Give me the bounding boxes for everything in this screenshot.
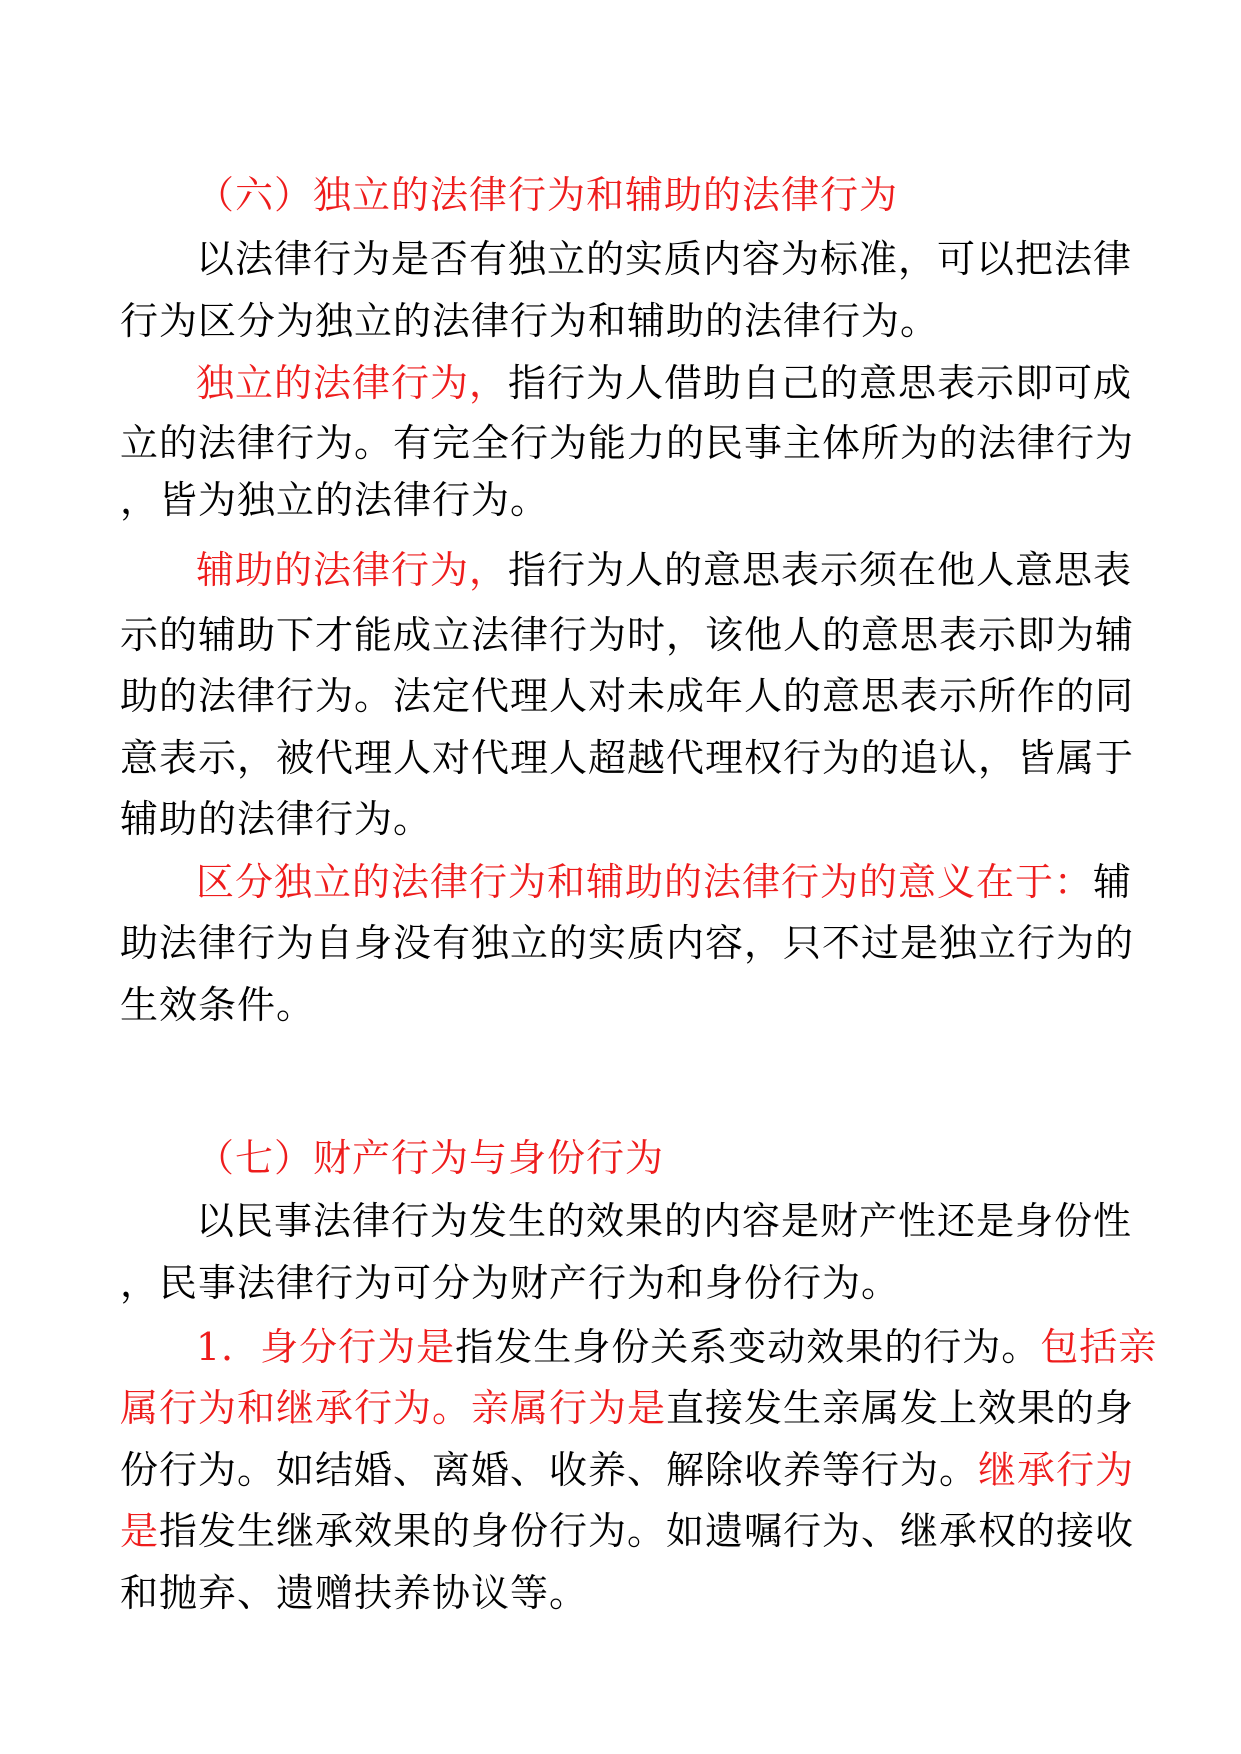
section6-heading: （六）独立的法律行为和辅助的法律行为 xyxy=(196,173,899,217)
section7-intro-line1: 以民事法律行为发生的效果的内容是财产性还是身份性 xyxy=(196,1199,1133,1243)
item1-line5: 和抛弃、遗赠扶养协议等。 xyxy=(120,1571,589,1615)
item1-line4 xyxy=(120,1501,1134,1561)
status-act-term: 1．身分行为是 xyxy=(196,1325,456,1369)
item1-line1 xyxy=(196,1317,1157,1377)
independent-line1 xyxy=(196,353,1132,413)
auxiliary-term: 辅助的法律行为， xyxy=(196,548,509,592)
independent-line2: 立的法律行为。有完全行为能力的民事主体所为的法律行为 xyxy=(120,421,1135,465)
auxiliary-text: 指行为人的意思表示须在他人意思表 xyxy=(508,548,1133,592)
section6-intro-line1: 以法律行为是否有独立的实质内容为标准，可以把法律 xyxy=(196,237,1133,281)
status-act-definition: 指发生身份关系变动效果的行为。 xyxy=(455,1325,1041,1369)
auxiliary-line1 xyxy=(196,540,1132,600)
auxiliary-line4: 意表示，被代理人对代理人超越代理权行为的追认，皆属于 xyxy=(120,736,1135,780)
auxiliary-line2: 示的辅助下才能成立法律行为时，该他人的意思表示即为辅 xyxy=(120,613,1135,657)
significance-line3: 生效条件。 xyxy=(120,983,316,1027)
inheritance-act-term: 继承行为 xyxy=(978,1448,1135,1492)
kinship-act-definition: 直接发生亲属发上效果的身 xyxy=(666,1386,1135,1430)
item1-line2 xyxy=(120,1378,1134,1438)
independent-text: 指行为人借助自己的意思表示即可成 xyxy=(508,361,1133,405)
section7-heading: （七）财产行为与身份行为 xyxy=(196,1136,665,1180)
auxiliary-line5: 辅助的法律行为。 xyxy=(120,797,433,841)
inheritance-act-definition: 指发生继承效果的身份行为。如遗嘱行为、继承权的接收 xyxy=(159,1509,1135,1553)
status-act-includes: 包括亲 xyxy=(1040,1325,1158,1369)
significance-line2: 助法律行为自身没有独立的实质内容，只不过是独立行为的 xyxy=(120,921,1135,965)
independent-term: 独立的法律行为， xyxy=(196,361,509,405)
significance-line1 xyxy=(196,852,1132,912)
kinship-act-examples: 份行为。如结婚、离婚、收养、解除收养等行为。 xyxy=(120,1448,979,1492)
kinship-act-term: 属行为和继承行为。亲属行为是 xyxy=(120,1386,667,1430)
significance-term: 区分独立的法律行为和辅助的法律行为的意义在于： xyxy=(196,860,1094,904)
section7-intro-line2: ，民事法律行为可分为财产行为和身份行为。 xyxy=(120,1261,901,1305)
auxiliary-line3: 助的法律行为。法定代理人对未成年人的意思表示所作的同 xyxy=(120,674,1135,718)
item1-line3 xyxy=(120,1440,1134,1500)
significance-text: 辅 xyxy=(1093,860,1133,904)
section6-intro-line2: 行为区分为独立的法律行为和辅助的法律行为。 xyxy=(120,299,940,343)
independent-line3: ，皆为独立的法律行为。 xyxy=(120,478,550,522)
inheritance-act-term-end: 是 xyxy=(120,1509,160,1553)
